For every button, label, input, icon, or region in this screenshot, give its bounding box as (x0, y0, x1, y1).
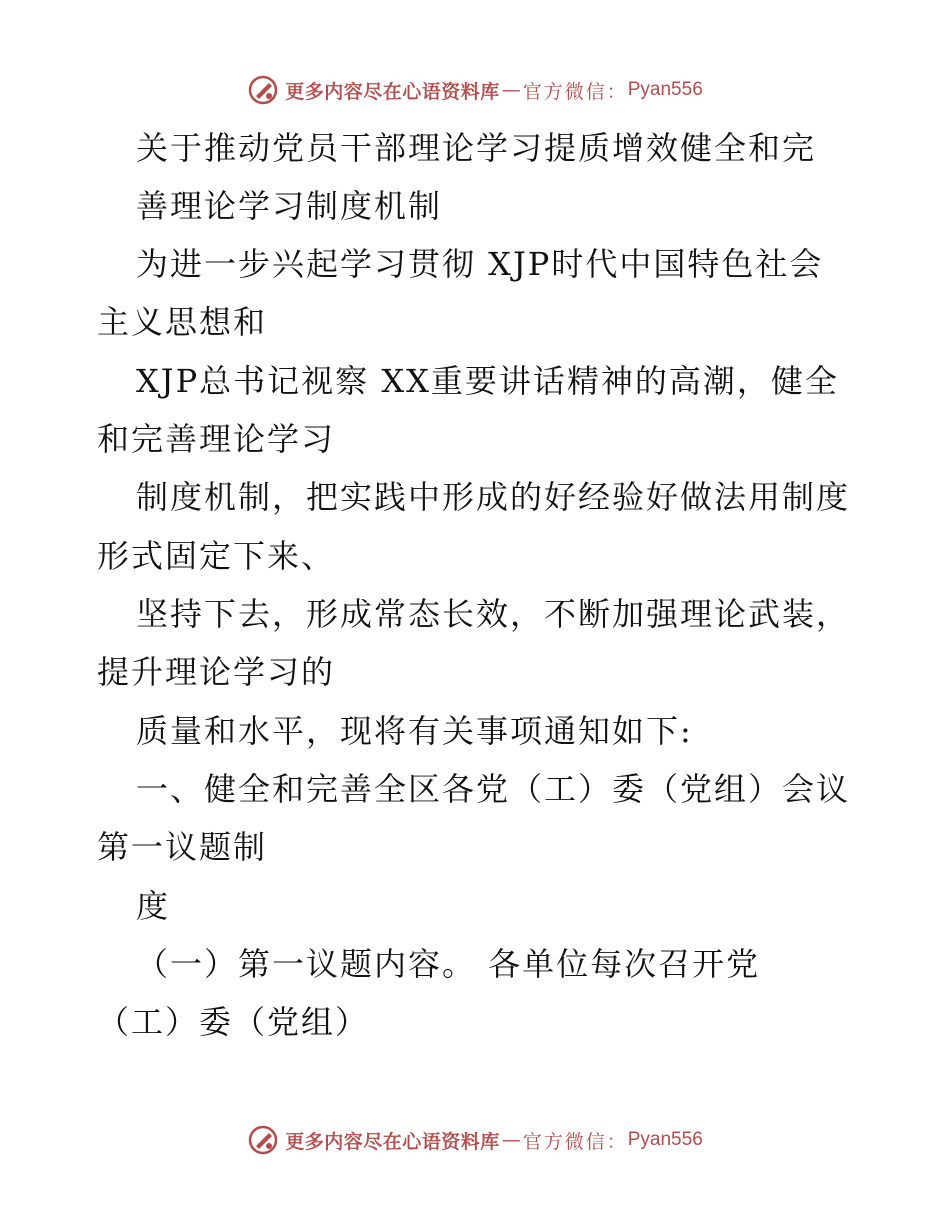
document-title-line: 善理论学习制度机制 (136, 187, 443, 225)
watermark-wechat-label: 官方微信： (522, 1130, 628, 1153)
watermark-text: 更多内容尽在心语资料库 (285, 80, 500, 103)
watermark-text: 更多内容尽在心语资料库 (285, 1130, 500, 1153)
paragraph-line: 提升理论学习的 (97, 653, 336, 691)
pen-seal-icon (247, 74, 279, 106)
paragraph-line: 制度机制，把实践中形成的好经验好做法用制度 (136, 478, 851, 516)
paragraph-line: 和完善理论学习 (97, 420, 336, 458)
paragraph-line: 质量和水平，现将有关事项通知如下: (136, 712, 693, 750)
watermark-footer (0, 1124, 950, 1156)
paragraph-line: 为进一步兴起学习贯彻 XJP时代中国特色社会 (136, 245, 824, 283)
section-heading-line: 一、健全和完善全区各党（工）委（党组）会议 (136, 770, 851, 808)
watermark-separator: — (501, 1129, 521, 1151)
watermark-wechat-id: Pyan556 (627, 1129, 703, 1150)
paragraph-line: 坚持下去，形成常态长效，不断加强理论武装， (136, 595, 851, 633)
watermark-header (0, 74, 950, 106)
pen-seal-icon (247, 1124, 279, 1156)
watermark-wechat-label: 官方微信： (522, 80, 628, 103)
watermark-wechat-id: Pyan556 (627, 79, 703, 100)
paragraph-line: （一）第一议题内容。 各单位每次召开党 (136, 945, 761, 983)
paragraph-line: XJP总书记视察 XX重要讲话精神的高潮，健全 (136, 362, 839, 400)
watermark-separator: — (501, 79, 521, 101)
document-title-line: 关于推动党员干部理论学习提质增效健全和完 (136, 129, 817, 167)
section-heading-line: 度 (136, 887, 171, 925)
paragraph-line: 主义思想和 (97, 303, 268, 341)
paragraph-line: （工）委（党组） (97, 1003, 370, 1041)
section-heading-line: 第一议题制 (97, 828, 268, 866)
paragraph-line: 形式固定下来、 (97, 537, 336, 575)
